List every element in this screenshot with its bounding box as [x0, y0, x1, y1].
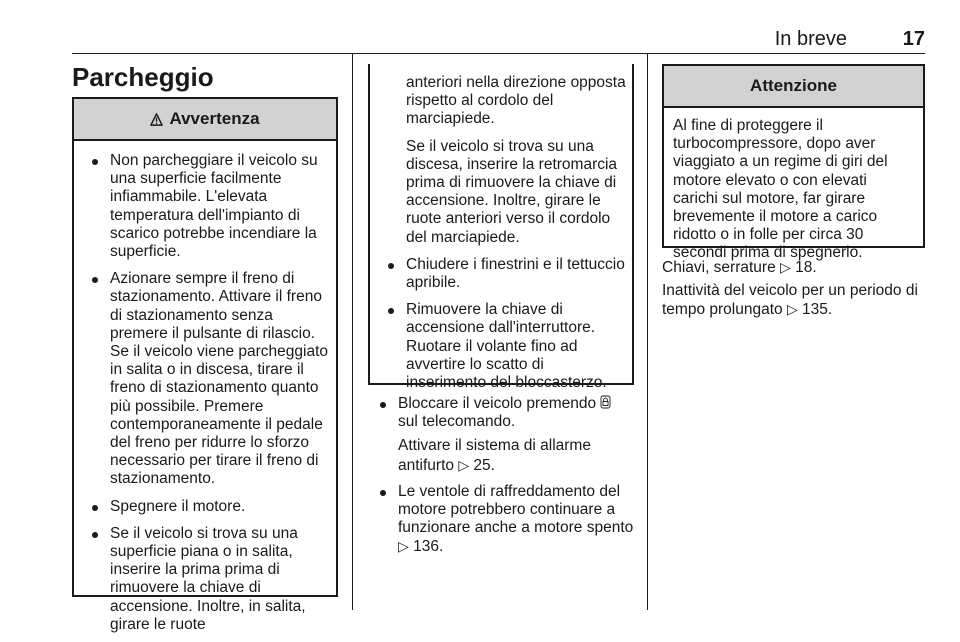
attention-box-header	[664, 66, 923, 108]
warning-list	[74, 141, 336, 634]
list-item-text: Chiudere i finestrini e il tettuccio apribile.	[406, 255, 625, 292]
inactivity-reference	[662, 282, 926, 319]
warning-box-title: Avvertenza	[169, 109, 260, 128]
column-divider-1	[352, 54, 353, 610]
list-item	[368, 395, 634, 475]
page-header	[72, 28, 925, 52]
bullet-icon	[92, 159, 98, 165]
parking-steps-list	[368, 395, 634, 565]
list-item-text: Rimuovere la chiave di accensione dall'interruttore. Ruotare il volante fino ad avvertire lo scatto di inserimento del bloccasterzo.	[406, 301, 607, 392]
list-item	[80, 498, 330, 516]
list-item-text: Se il veicolo si trova su una superficie piana o in salita, inserire la prima prima di rimuovere la chiave di accensione. Inoltre, in salita, girare le ruote	[110, 524, 306, 633]
bullet-icon	[380, 402, 386, 408]
page-reference-icon: ▷	[780, 259, 791, 275]
inactivity-reference-page: 135.	[802, 301, 833, 319]
list-item	[376, 301, 626, 392]
list-item	[80, 152, 330, 261]
header-divider	[72, 53, 925, 54]
list-item	[368, 483, 634, 557]
bullet-icon	[92, 277, 98, 283]
bullet-icon	[92, 532, 98, 538]
bullet-icon	[388, 263, 394, 269]
page-reference-icon: ▷	[398, 538, 409, 555]
lock-button-icon	[600, 395, 611, 412]
alarm-text: Attivare il sistema di allarme antifurto	[398, 437, 591, 474]
inactivity-reference-text: Inattività del veicolo per un periodo di tempo prolungato	[662, 282, 918, 319]
list-item	[376, 256, 626, 292]
alarm-ref: 25.	[473, 456, 495, 474]
warning-box-continued	[368, 64, 634, 392]
fans-ref: 136.	[413, 538, 444, 556]
list-item-text: Azionare sempre il freno di stazionamento. Attivare il freno di stazionamento senza premere il pulsante di rilascio. Se il veicolo viene parcheggiato in salita o in discesa, tirare il freno di stazionamento quanto più possibile. Premere contemporaneamente il pedale del freno per ridurre lo sforzo necessario per tirare il freno di stazionamento.	[110, 270, 328, 488]
keys-reference-page: 18.	[795, 259, 817, 276]
chapter-title: In breve	[774, 28, 847, 50]
keys-reference-text: Chiavi, serrature	[662, 259, 776, 276]
list-item	[80, 270, 330, 488]
list-item-text: Spegnere il motore.	[110, 497, 246, 515]
warning-box-header	[74, 99, 336, 141]
page-reference-icon: ▷	[786, 301, 798, 318]
attention-box	[662, 64, 925, 262]
bullet-icon	[380, 490, 386, 496]
page-reference-icon: ▷	[458, 456, 470, 473]
continued-list	[376, 256, 626, 392]
attention-text: Al fine di proteggere il turbocompressore, dopo aver viaggiato a un regime di giri del motore elevato o con elevati carichi sul motore, far girare brevemente il motore a carico ridotto o in folle per circa 30 secondi prima di spegnerlo.	[673, 117, 888, 262]
lock-step-text: Bloccare il veicolo premendo	[398, 395, 597, 412]
bullet-icon	[388, 308, 394, 314]
descent-paragraph: Se il veicolo si trova su una discesa, inserire la retromarcia prima di rimuovere la chiave di accensione. Inoltre, girare le ruote anteriori verso il cordolo del marciapiede.	[406, 137, 618, 246]
warning-triangle-icon	[150, 113, 163, 126]
column-divider-2	[647, 54, 648, 610]
warning-box	[72, 97, 338, 633]
bullet-icon	[92, 505, 98, 511]
lock-step-text-after: sul telecomando.	[398, 413, 516, 431]
continuation-text: anteriori nella direzione opposta rispetto al cordolo del marciapiede.	[406, 74, 626, 128]
keys-reference	[662, 258, 926, 277]
list-item	[80, 525, 330, 634]
attention-box-title: Attenzione	[750, 76, 837, 95]
page-number: 17	[902, 28, 925, 50]
alarm-paragraph	[398, 437, 634, 474]
fans-step-text: Le ventole di raffreddamento del motore potrebbero continuare a funzionare anche a motore spento	[398, 482, 634, 537]
section-title: Parcheggio	[72, 62, 214, 92]
list-item-text: Non parcheggiare il veicolo su una superficie facilmente infiammabile. L'elevata temperatura dell'impianto di scarico potrebbe incendiare la superficie.	[110, 152, 318, 261]
